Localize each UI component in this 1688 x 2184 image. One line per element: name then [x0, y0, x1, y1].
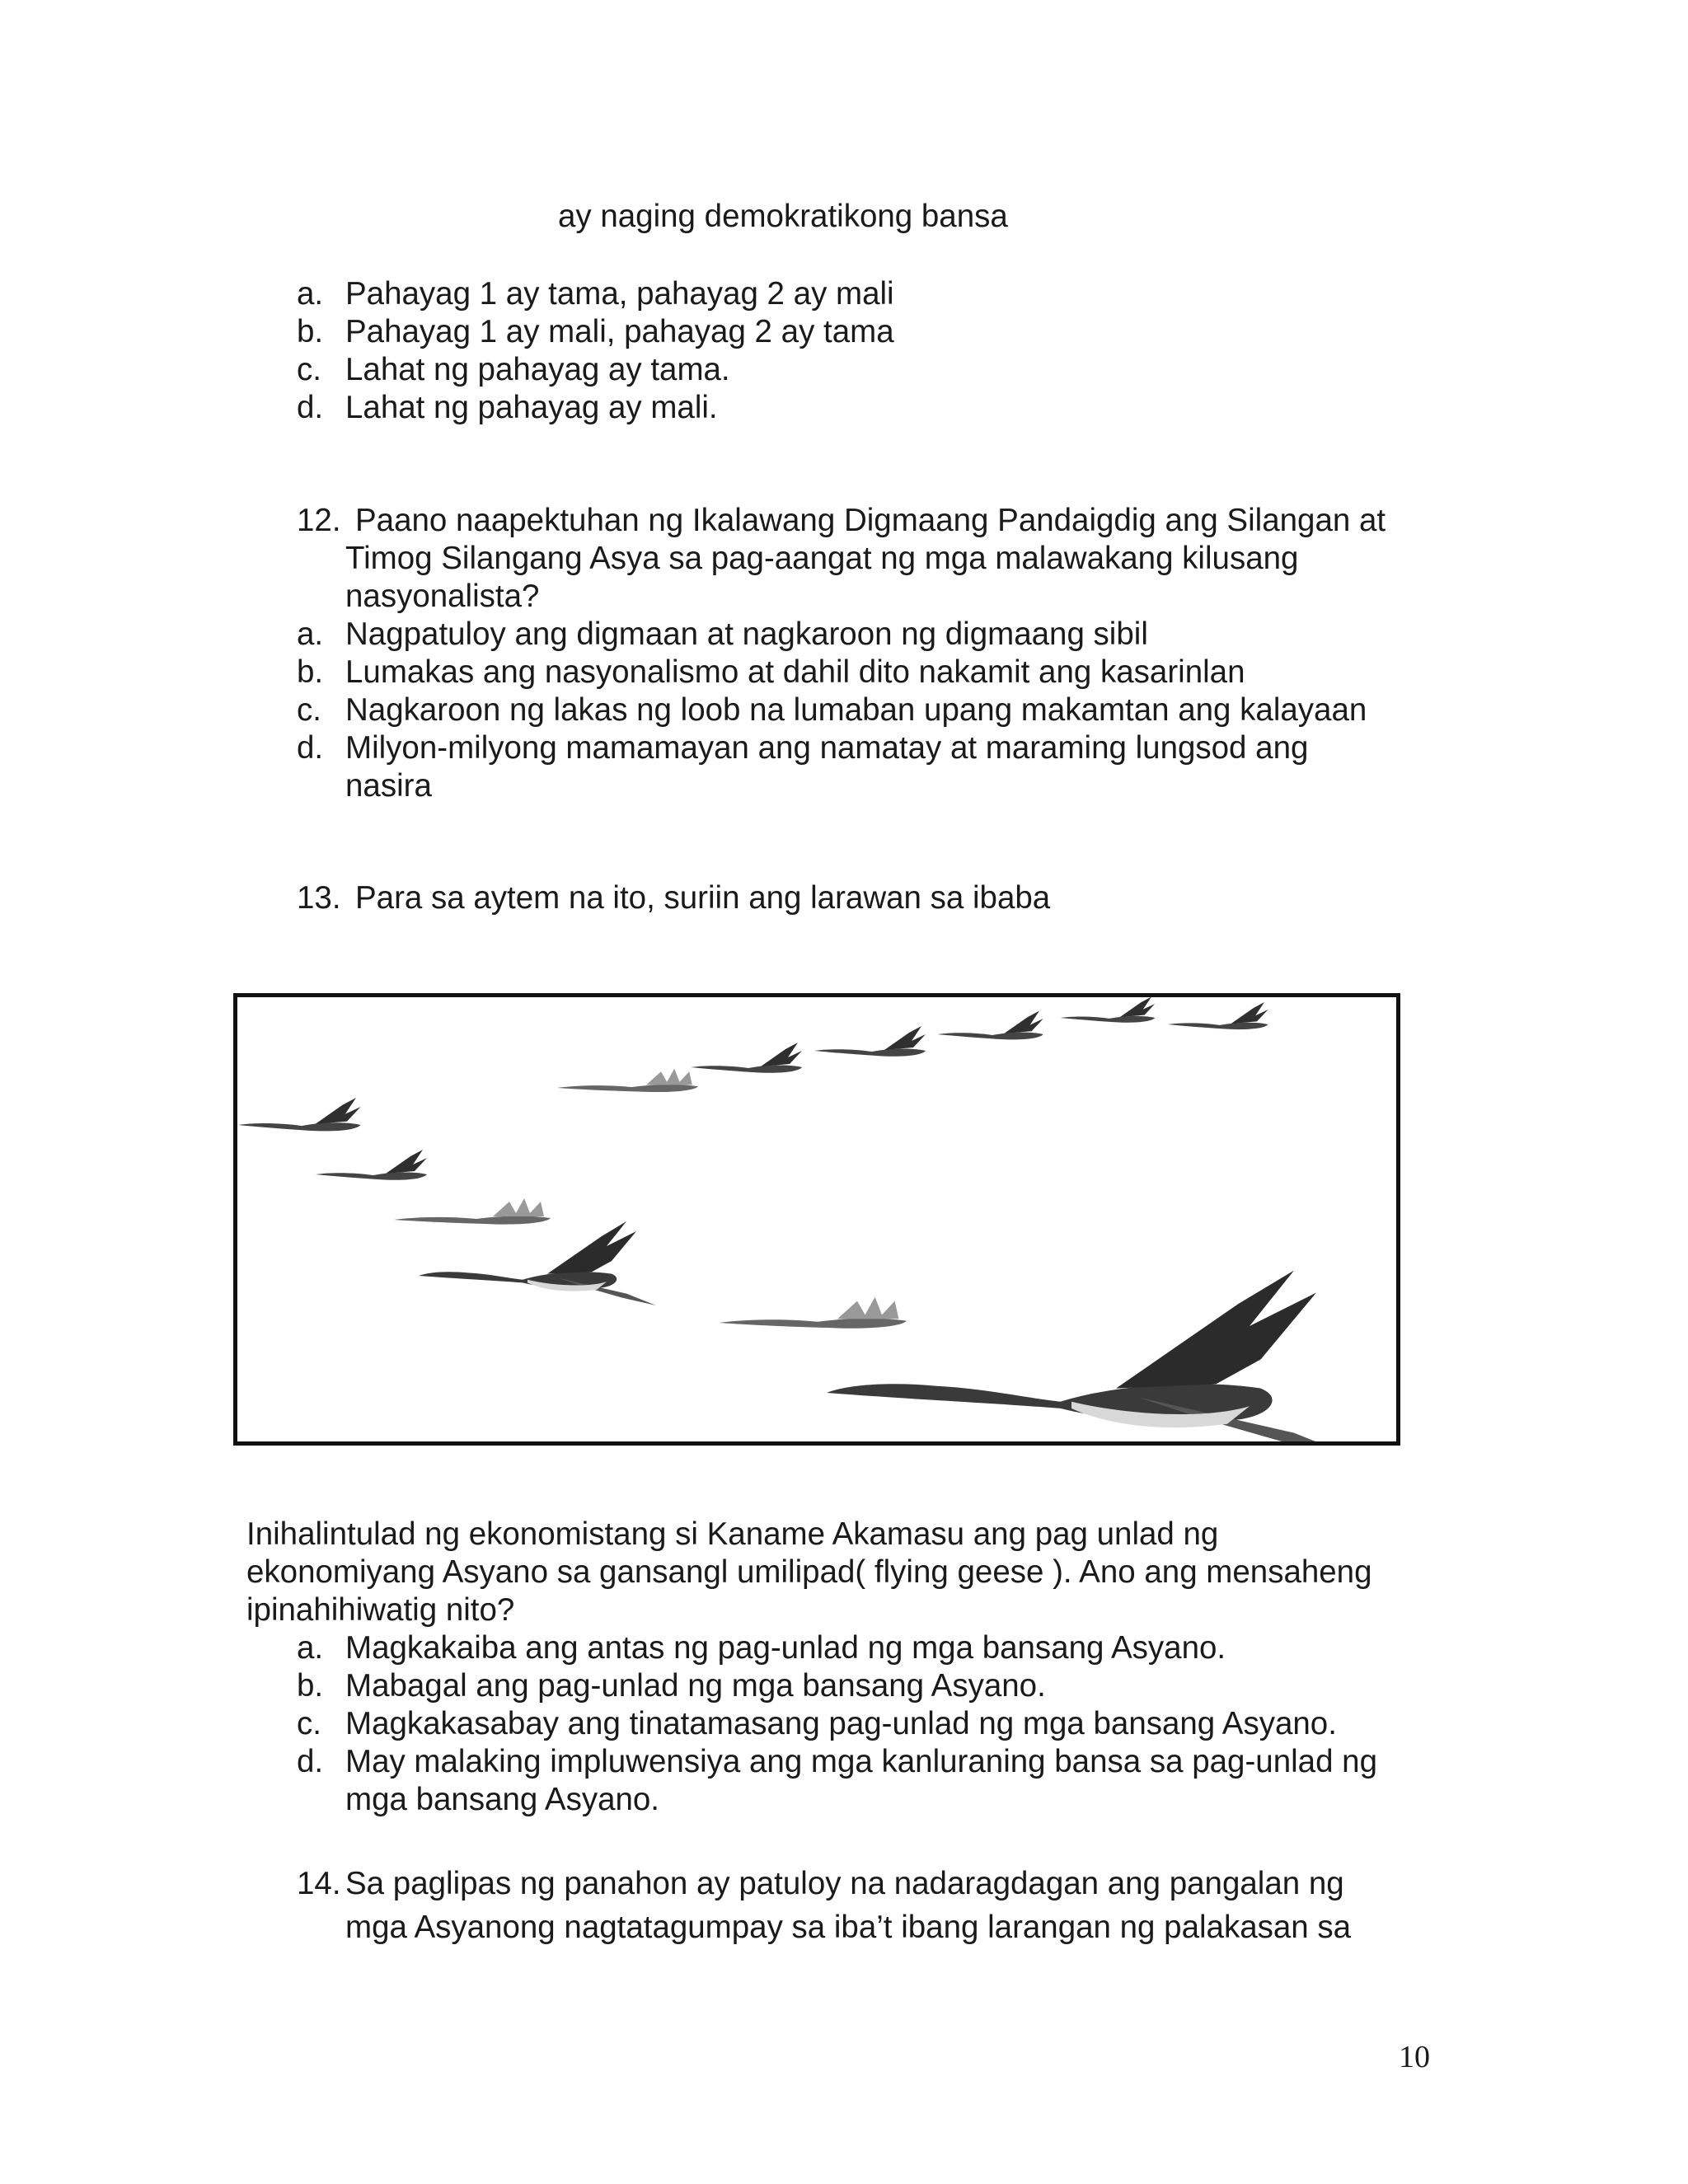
- q11-choice-d: Lahat ng pahayag ay mali.: [345, 390, 718, 425]
- q12-stem-line-1: Paano naapektuhan ng Ikalawang Digmaang Pandaigdig ang Silangan at: [355, 503, 1386, 538]
- q14-number: 14.: [297, 1866, 341, 1901]
- q13-choice-c-letter: c.: [297, 1706, 321, 1741]
- q11-choice-a: Pahayag 1 ay tama, pahayag 2 ay mali: [345, 276, 894, 312]
- q12-choice-a: Nagpatuloy ang digmaan at nagkaroon ng digmaang sibil: [345, 616, 1148, 652]
- q12-choice-b: Lumakas ang nasyonalismo at dahil dito nakamit ang kasarinlan: [345, 654, 1245, 690]
- q12-choice-b-letter: b.: [297, 654, 324, 690]
- q11-choice-b: Pahayag 1 ay mali, pahayag 2 ay tama: [345, 314, 894, 349]
- q13-stem-line-1: Inihalintulad ng ekonomistang si Kaname Akamasu ang pag unlad ng: [246, 1516, 1219, 1552]
- q13-prompt: Para sa aytem na ito, suriin ang larawan sa ibaba: [355, 880, 1051, 916]
- q14-line-2: mga Asyanong nagtatagumpay sa iba’t ibang larangan ng palakasan sa: [345, 1910, 1352, 1945]
- q11-choice-a-letter: a.: [297, 276, 324, 312]
- q11-choice-c-letter: c.: [297, 352, 321, 387]
- q13-choice-b-letter: b.: [297, 1668, 324, 1704]
- q13-choice-d-line-2: mga bansang Asyano.: [345, 1782, 659, 1817]
- q13-choice-c: Magkakasabay ang tinatamasang pag-unlad ng mga bansang Asyano.: [345, 1706, 1337, 1741]
- q12-stem-line-2: Timog Silangang Asya sa pag-aangat ng mga malawakang kilusang: [345, 541, 1299, 576]
- q11-choice-b-letter: b.: [297, 314, 324, 349]
- q12-stem-line-3: nasyonalista?: [345, 579, 540, 614]
- q12-choice-d-line-1: Milyon-milyong mamamayan ang namatay at maraming lungsod ang: [345, 730, 1309, 766]
- q13-choice-b: Mabagal ang pag-unlad ng mga bansang Asyano.: [345, 1668, 1046, 1704]
- q12-number: 12.: [297, 503, 341, 538]
- q12-choice-d-letter: d.: [297, 730, 324, 766]
- q13-choice-d-letter: d.: [297, 1744, 324, 1779]
- q11-choice-c: Lahat ng pahayag ay tama.: [345, 352, 730, 387]
- page-number: 10: [1399, 2040, 1430, 2074]
- q13-choice-d-line-1: May malaking impluwensiya ang mga kanluraning bansa sa pag-unlad ng: [345, 1744, 1378, 1779]
- flying-geese-figure: [233, 993, 1400, 1446]
- q13-stem-line-2: ekonomiyang Asyano sa gansangl umilipad( flying geese ). Ano ang mensaheng: [246, 1554, 1372, 1590]
- q12-choice-d-line-2: nasira: [345, 768, 432, 804]
- q12-choice-c: Nagkaroon ng lakas ng loob na lumaban upang makamtan ang kalayaan: [345, 692, 1367, 728]
- q12-choice-c-letter: c.: [297, 692, 321, 728]
- q13-choice-a: Magkakaiba ang antas ng pag-unlad ng mga bansang Asyano.: [345, 1630, 1226, 1666]
- q14-line-1: Sa paglipas ng panahon ay patuloy na nadaragdagan ang pangalan ng: [345, 1866, 1344, 1901]
- q13-choice-a-letter: a.: [297, 1630, 324, 1666]
- q11-tail: ay naging demokratikong bansa: [558, 199, 1008, 234]
- q13-number: 13.: [297, 880, 341, 916]
- q13-stem-line-3: ipinahihiwatig nito?: [246, 1592, 515, 1628]
- flying-geese-illustration: [237, 997, 1396, 1441]
- q12-choice-a-letter: a.: [297, 616, 324, 652]
- q11-choice-d-letter: d.: [297, 390, 324, 425]
